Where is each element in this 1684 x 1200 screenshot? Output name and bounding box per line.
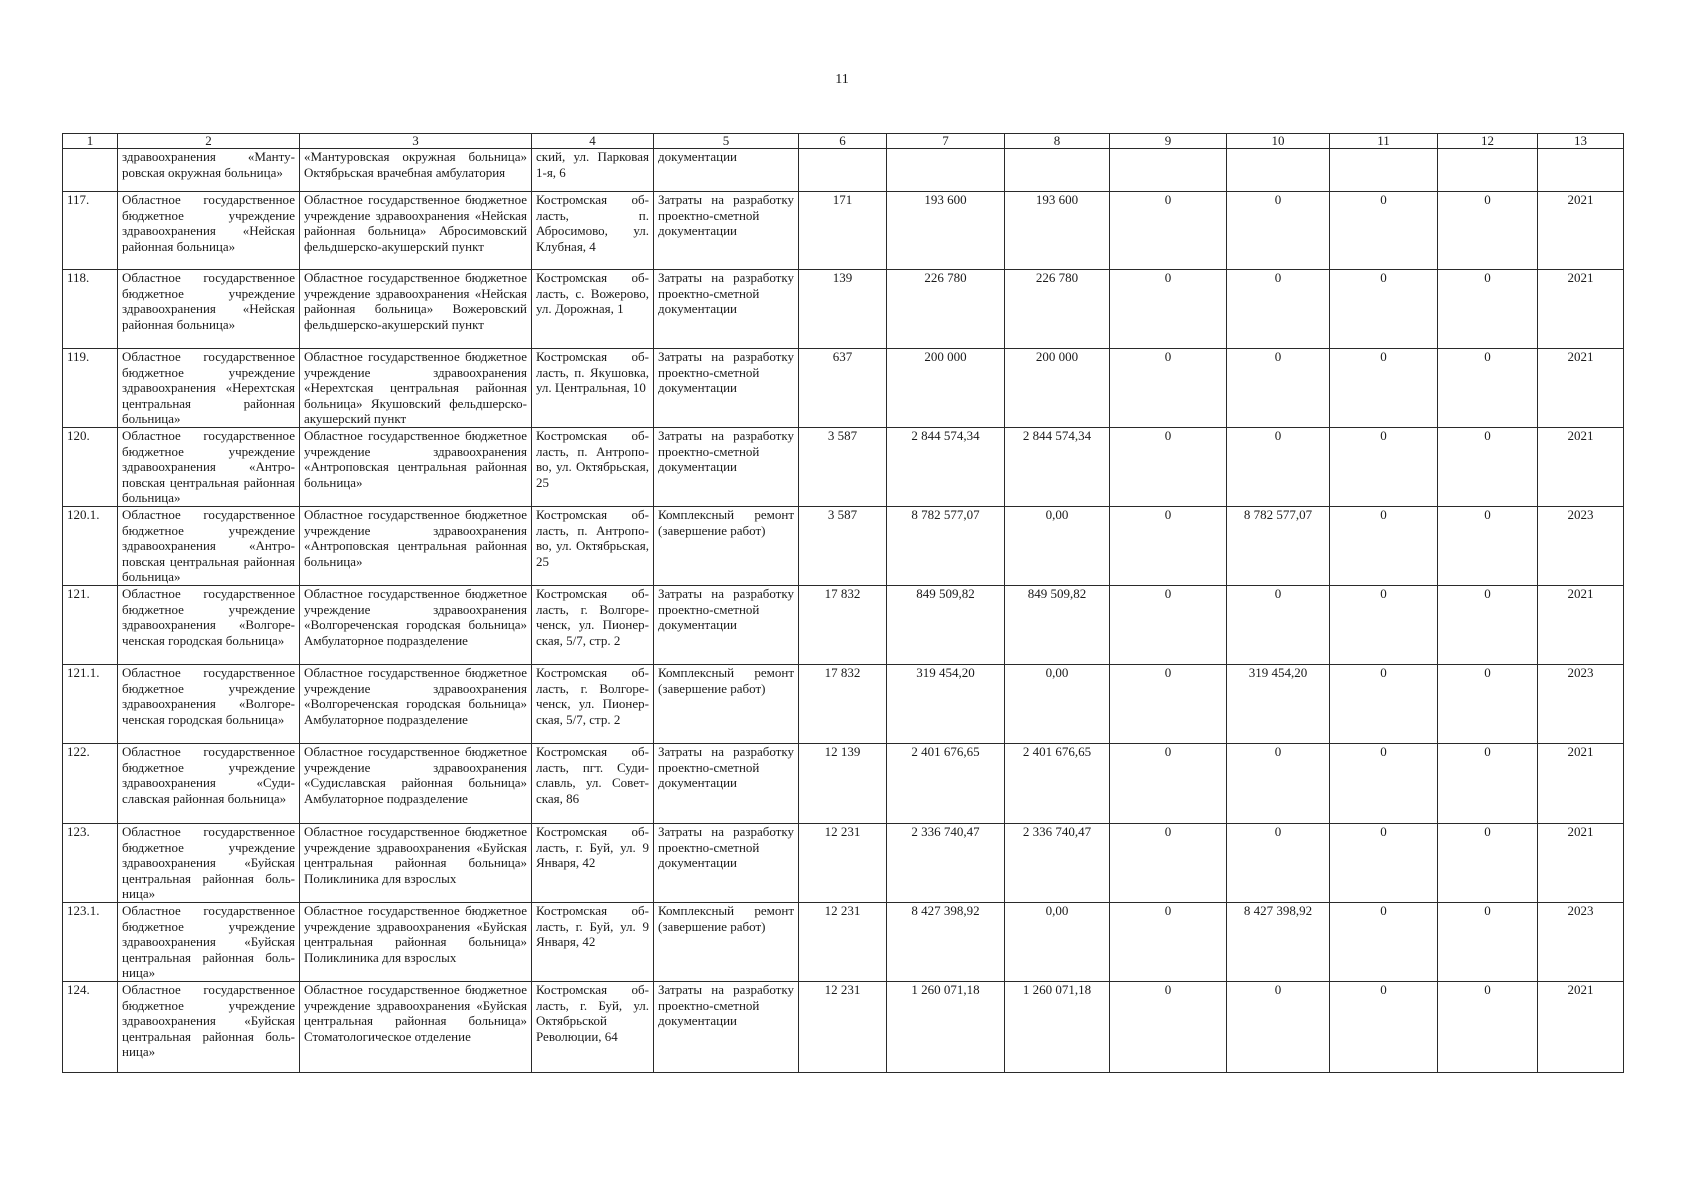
- area-cell: 12 231: [799, 824, 887, 903]
- cost-2024-cell: 0: [1330, 586, 1438, 665]
- row-number-cell: 123.1.: [63, 903, 118, 982]
- cost-2025-cell: 0: [1438, 665, 1538, 744]
- column-number-header: 6: [799, 134, 887, 149]
- address-cell: Костромская область, п. Антропово, ул. Октябрьская, 25: [532, 428, 654, 507]
- cost-2021-cell: 849 509,82: [1005, 586, 1110, 665]
- institution-cell: Областное государственное бюджетное учреждение здравоохранения «Нейская районная больница»: [118, 270, 300, 349]
- total-cost-cell: 193 600: [887, 192, 1005, 270]
- column-number-header: 11: [1330, 134, 1438, 149]
- cost-2025-cell: 0: [1438, 824, 1538, 903]
- column-number-header: 4: [532, 134, 654, 149]
- total-cost-cell: 2 844 574,34: [887, 428, 1005, 507]
- cost-2022-cell: 0: [1110, 824, 1227, 903]
- cost-2025-cell: 0: [1438, 982, 1538, 1073]
- total-cost-cell: [887, 149, 1005, 192]
- cost-2023-cell: [1227, 149, 1330, 192]
- budget-table: [62, 133, 1624, 1073]
- cost-2022-cell: [1110, 149, 1227, 192]
- institution-cell: Областное государственное бюджетное учреждение здравоохранения «Буйская центральная районная больница»: [118, 982, 300, 1073]
- year-cell: 2021: [1538, 270, 1624, 349]
- cost-2025-cell: 0: [1438, 507, 1538, 586]
- year-cell: 2023: [1538, 665, 1624, 744]
- address-cell: Костромская область, с. Вожерово, ул. Дорожная, 1: [532, 270, 654, 349]
- cost-2023-cell: 8 427 398,92: [1227, 903, 1330, 982]
- work-type-cell: Затраты на разработку проектно-сметной документации: [654, 349, 799, 428]
- area-cell: 637: [799, 349, 887, 428]
- cost-2023-cell: 0: [1227, 586, 1330, 665]
- address-cell: Костромская область, г. Волгореченск, ул. Пионерская, 5/7, стр. 2: [532, 665, 654, 744]
- cost-2023-cell: 0: [1227, 270, 1330, 349]
- area-cell: 12 231: [799, 982, 887, 1073]
- cost-2021-cell: 2 844 574,34: [1005, 428, 1110, 507]
- total-cost-cell: 319 454,20: [887, 665, 1005, 744]
- column-number-header: 7: [887, 134, 1005, 149]
- table-row: [63, 744, 1624, 824]
- institution-cell: Областное государственное бюджетное учреждение здравоохранения «Антроповская центральная районная больница»: [118, 428, 300, 507]
- column-number-header: 12: [1438, 134, 1538, 149]
- total-cost-cell: 849 509,82: [887, 586, 1005, 665]
- cost-2025-cell: 0: [1438, 192, 1538, 270]
- address-cell: ский, ул. Парковая 1-я, 6: [532, 149, 654, 192]
- table-row: [63, 270, 1624, 349]
- cost-2021-cell: 2 401 676,65: [1005, 744, 1110, 824]
- institution-cell: Областное государственное бюджетное учреждение здравоохранения «Буйская центральная районная больница»: [118, 903, 300, 982]
- cost-2021-cell: 226 780: [1005, 270, 1110, 349]
- area-cell: [799, 149, 887, 192]
- area-cell: 139: [799, 270, 887, 349]
- table-row: [63, 507, 1624, 586]
- table-row: [63, 982, 1624, 1073]
- institution-cell: Областное государственное бюджетное учреждение здравоохранения «Нейская районная больница»: [118, 192, 300, 270]
- cost-2022-cell: 0: [1110, 982, 1227, 1073]
- table-row: [63, 428, 1624, 507]
- cost-2025-cell: [1438, 149, 1538, 192]
- cost-2025-cell: 0: [1438, 349, 1538, 428]
- cost-2023-cell: 319 454,20: [1227, 665, 1330, 744]
- cost-2023-cell: 0: [1227, 349, 1330, 428]
- cost-2024-cell: 0: [1330, 744, 1438, 824]
- table-row: [63, 149, 1624, 192]
- work-type-cell: Затраты на разработку проектно-сметной документации: [654, 192, 799, 270]
- institution-cell: здравоохранения «Мантуровская окружная больница»: [118, 149, 300, 192]
- cost-2024-cell: [1330, 149, 1438, 192]
- total-cost-cell: 2 336 740,47: [887, 824, 1005, 903]
- total-cost-cell: 2 401 676,65: [887, 744, 1005, 824]
- institution-cell: Областное государственное бюджетное учреждение здравоохранения «Волгореченская городская больница»: [118, 586, 300, 665]
- year-cell: 2021: [1538, 349, 1624, 428]
- facility-cell: Областное государственное бюджетное учреждение здравоохранения «Буйская центральная районная больница» Поликлиника для взрослых: [300, 824, 532, 903]
- work-type-cell: Затраты на разработку проектно-сметной документации: [654, 270, 799, 349]
- cost-2023-cell: 8 782 577,07: [1227, 507, 1330, 586]
- row-number-cell: 123.: [63, 824, 118, 903]
- institution-cell: Областное государственное бюджетное учреждение здравоохранения «Судиславская районная больница»: [118, 744, 300, 824]
- cost-2025-cell: 0: [1438, 586, 1538, 665]
- area-cell: 17 832: [799, 665, 887, 744]
- address-cell: Костромская область, г. Буй, ул. 9 Января, 42: [532, 824, 654, 903]
- institution-cell: Областное государственное бюджетное учреждение здравоохранения «Буйская центральная районная больница»: [118, 824, 300, 903]
- work-type-cell: документации: [654, 149, 799, 192]
- area-cell: 171: [799, 192, 887, 270]
- institution-cell: Областное государственное бюджетное учреждение здравоохранения «Нерехтская центральная районная больница»: [118, 349, 300, 428]
- cost-2021-cell: 193 600: [1005, 192, 1110, 270]
- row-number-cell: 118.: [63, 270, 118, 349]
- page-number: 11: [835, 72, 849, 87]
- area-cell: 3 587: [799, 428, 887, 507]
- address-cell: Костромская область, п. Абросимово, ул. Клубная, 4: [532, 192, 654, 270]
- year-cell: 2021: [1538, 744, 1624, 824]
- area-cell: 3 587: [799, 507, 887, 586]
- total-cost-cell: 200 000: [887, 349, 1005, 428]
- row-number-cell: 120.1.: [63, 507, 118, 586]
- column-number-header: 9: [1110, 134, 1227, 149]
- table-row: [63, 665, 1624, 744]
- year-cell: 2021: [1538, 586, 1624, 665]
- cost-2023-cell: 0: [1227, 744, 1330, 824]
- cost-2022-cell: 0: [1110, 349, 1227, 428]
- cost-2023-cell: 0: [1227, 982, 1330, 1073]
- cost-2022-cell: 0: [1110, 903, 1227, 982]
- column-number-header: 1: [63, 134, 118, 149]
- year-cell: 2021: [1538, 824, 1624, 903]
- cost-2022-cell: 0: [1110, 586, 1227, 665]
- facility-cell: Областное государственное бюджетное учреждение здравоохранения «Нейская районная больница» Абросимовский фельдшерско-акушерский пункт: [300, 192, 532, 270]
- table-row: [63, 586, 1624, 665]
- cost-2024-cell: 0: [1330, 903, 1438, 982]
- area-cell: 17 832: [799, 586, 887, 665]
- row-number-cell: 117.: [63, 192, 118, 270]
- work-type-cell: Комплексный ремонт (завершение работ): [654, 507, 799, 586]
- work-type-cell: Затраты на разработку проектно-сметной документации: [654, 428, 799, 507]
- table-row: [63, 824, 1624, 903]
- cost-2024-cell: 0: [1330, 192, 1438, 270]
- cost-2021-cell: 1 260 071,18: [1005, 982, 1110, 1073]
- work-type-cell: Комплексный ремонт (завершение работ): [654, 665, 799, 744]
- cost-2021-cell: 0,00: [1005, 665, 1110, 744]
- cost-2023-cell: 0: [1227, 428, 1330, 507]
- cost-2021-cell: 200 000: [1005, 349, 1110, 428]
- column-number-header: 13: [1538, 134, 1624, 149]
- cost-2021-cell: [1005, 149, 1110, 192]
- row-number-cell: 119.: [63, 349, 118, 428]
- cost-2024-cell: 0: [1330, 349, 1438, 428]
- cost-2022-cell: 0: [1110, 428, 1227, 507]
- cost-2022-cell: 0: [1110, 744, 1227, 824]
- cost-2022-cell: 0: [1110, 507, 1227, 586]
- column-number-header: 8: [1005, 134, 1110, 149]
- area-cell: 12 231: [799, 903, 887, 982]
- year-cell: [1538, 149, 1624, 192]
- address-cell: Костромская область, пгт. Судиславль, ул. Советская, 86: [532, 744, 654, 824]
- facility-cell: Областное государственное бюджетное учреждение здравоохранения «Буйская центральная районная больница» Поликлиника для взрослых: [300, 903, 532, 982]
- table-row: [63, 349, 1624, 428]
- table-row: [63, 192, 1624, 270]
- cost-2022-cell: 0: [1110, 665, 1227, 744]
- row-number-cell: 124.: [63, 982, 118, 1073]
- row-number-cell: 120.: [63, 428, 118, 507]
- column-number-header: 2: [118, 134, 300, 149]
- facility-cell: Областное государственное бюджетное учреждение здравоохранения «Волгореченская городская больница» Амбулаторное подразделение: [300, 586, 532, 665]
- total-cost-cell: 226 780: [887, 270, 1005, 349]
- work-type-cell: Затраты на разработку проектно-сметной документации: [654, 824, 799, 903]
- cost-2025-cell: 0: [1438, 744, 1538, 824]
- institution-cell: Областное государственное бюджетное учреждение здравоохранения «Антроповская центральная районная больница»: [118, 507, 300, 586]
- address-cell: Костромская область, п. Антропово, ул. Октябрьская, 25: [532, 507, 654, 586]
- year-cell: 2021: [1538, 982, 1624, 1073]
- work-type-cell: Комплексный ремонт (завершение работ): [654, 903, 799, 982]
- column-number-header: 10: [1227, 134, 1330, 149]
- cost-2023-cell: 0: [1227, 192, 1330, 270]
- year-cell: 2021: [1538, 192, 1624, 270]
- cost-2024-cell: 0: [1330, 428, 1438, 507]
- facility-cell: Областное государственное бюджетное учреждение здравоохранения «Нейская районная больница» Вожеровский фельдшерско-акушерский пункт: [300, 270, 532, 349]
- cost-2022-cell: 0: [1110, 192, 1227, 270]
- cost-2024-cell: 0: [1330, 665, 1438, 744]
- table-row: [63, 903, 1624, 982]
- cost-2025-cell: 0: [1438, 270, 1538, 349]
- institution-cell: Областное государственное бюджетное учреждение здравоохранения «Волгореченская городская больница»: [118, 665, 300, 744]
- facility-cell: Областное государственное бюджетное учреждение здравоохранения «Волгореченская городская больница» Амбулаторное подразделение: [300, 665, 532, 744]
- total-cost-cell: 8 427 398,92: [887, 903, 1005, 982]
- work-type-cell: Затраты на разработку проектно-сметной документации: [654, 586, 799, 665]
- work-type-cell: Затраты на разработку проектно-сметной документации: [654, 982, 799, 1073]
- address-cell: Костромская область, г. Буй, ул. 9 Января, 42: [532, 903, 654, 982]
- row-number-cell: 121.1.: [63, 665, 118, 744]
- year-cell: 2021: [1538, 428, 1624, 507]
- facility-cell: Областное государственное бюджетное учреждение здравоохранения «Нерехтская центральная районная больница» Якушовский фельдшерско-акушерский пункт: [300, 349, 532, 428]
- row-number-cell: [63, 149, 118, 192]
- facility-cell: Областное государственное бюджетное учреждение здравоохранения «Буйская центральная районная больница» Стоматологическое отделение: [300, 982, 532, 1073]
- work-type-cell: Затраты на разработку проектно-сметной документации: [654, 744, 799, 824]
- address-cell: Костромская область, п. Якушовка, ул. Центральная, 10: [532, 349, 654, 428]
- cost-2024-cell: 0: [1330, 270, 1438, 349]
- facility-cell: Областное государственное бюджетное учреждение здравоохранения «Антроповская центральная районная больница»: [300, 507, 532, 586]
- total-cost-cell: 1 260 071,18: [887, 982, 1005, 1073]
- facility-cell: Областное государственное бюджетное учреждение здравоохранения «Антроповская центральная районная больница»: [300, 428, 532, 507]
- area-cell: 12 139: [799, 744, 887, 824]
- cost-2024-cell: 0: [1330, 824, 1438, 903]
- row-number-cell: 122.: [63, 744, 118, 824]
- cost-2023-cell: 0: [1227, 824, 1330, 903]
- facility-cell: Областное государственное бюджетное учреждение здравоохранения «Судиславская районная больница» Амбулаторное подразделение: [300, 744, 532, 824]
- total-cost-cell: 8 782 577,07: [887, 507, 1005, 586]
- cost-2021-cell: 2 336 740,47: [1005, 824, 1110, 903]
- year-cell: 2023: [1538, 903, 1624, 982]
- cost-2024-cell: 0: [1330, 507, 1438, 586]
- cost-2025-cell: 0: [1438, 428, 1538, 507]
- row-number-cell: 121.: [63, 586, 118, 665]
- address-cell: Костромская область, г. Волгореченск, ул. Пионерская, 5/7, стр. 2: [532, 586, 654, 665]
- cost-2021-cell: 0,00: [1005, 903, 1110, 982]
- year-cell: 2023: [1538, 507, 1624, 586]
- cost-2022-cell: 0: [1110, 270, 1227, 349]
- cost-2024-cell: 0: [1330, 982, 1438, 1073]
- cost-2025-cell: 0: [1438, 903, 1538, 982]
- column-number-header: 3: [300, 134, 532, 149]
- cost-2021-cell: 0,00: [1005, 507, 1110, 586]
- facility-cell: «Мантуровская окружная больница» Октябрьская врачебная амбулатория: [300, 149, 532, 192]
- column-number-row: [63, 134, 1624, 149]
- address-cell: Костромская область, г. Буй, ул. Октябрьской Революции, 64: [532, 982, 654, 1073]
- column-number-header: 5: [654, 134, 799, 149]
